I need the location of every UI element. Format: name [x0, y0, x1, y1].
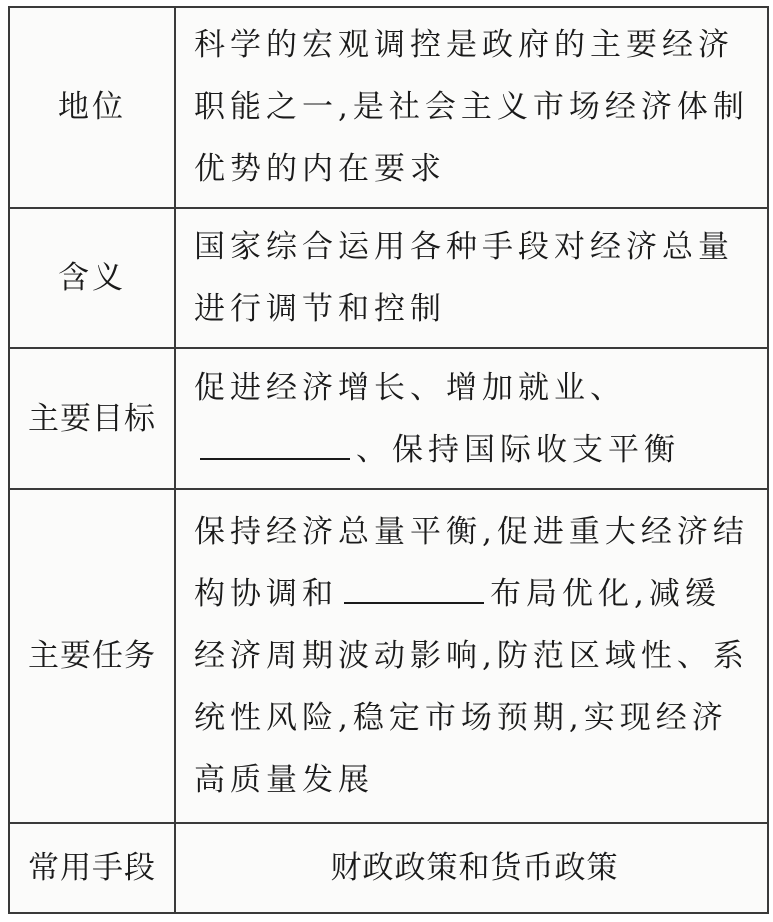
macro-regulation-table: [8, 6, 769, 914]
row-content-common-means: [175, 823, 768, 913]
document-page: [8, 6, 769, 914]
main-tasks-text-after: 布局优化,减缓经济周期波动影响,防范区域性、系统性风险,稳定市场预期,实现经济高质量发展: [194, 575, 749, 798]
table-row: [9, 489, 768, 822]
row-label-status: 地位: [9, 7, 175, 208]
main-tasks-text-before: 保持经济总量平衡,促进重大经济结构协调和: [194, 513, 749, 612]
row-content-main-tasks: [175, 489, 768, 822]
main-goals-text-after: 、保持国际收支平衡: [356, 431, 680, 468]
row-label-main-goals: 主要目标: [9, 348, 175, 489]
row-label-common-means: 常用手段: [9, 823, 175, 913]
row-content-meaning: [175, 208, 768, 349]
row-content-main-goals: [175, 348, 768, 489]
table-row: [9, 7, 768, 208]
row-content-status: [175, 7, 768, 208]
fill-in-blank-goals[interactable]: [200, 422, 350, 460]
status-text: 科学的宏观调控是政府的主要经济职能之一,是社会主义市场经济体制优势的内在要求: [194, 27, 749, 188]
meaning-text: 国家综合运用各种手段对经济总量进行调节和控制: [194, 229, 734, 328]
main-goals-text-before: 促进经济增长、增加就业、: [194, 369, 626, 406]
fill-in-blank-tasks[interactable]: [344, 566, 484, 604]
table-row: [9, 823, 768, 913]
table-row: [9, 208, 768, 349]
row-label-meaning: 含义: [9, 208, 175, 349]
common-means-text: 财政政策和货币政策: [330, 849, 619, 886]
table-row: [9, 348, 768, 489]
row-label-main-tasks: 主要任务: [9, 489, 175, 822]
